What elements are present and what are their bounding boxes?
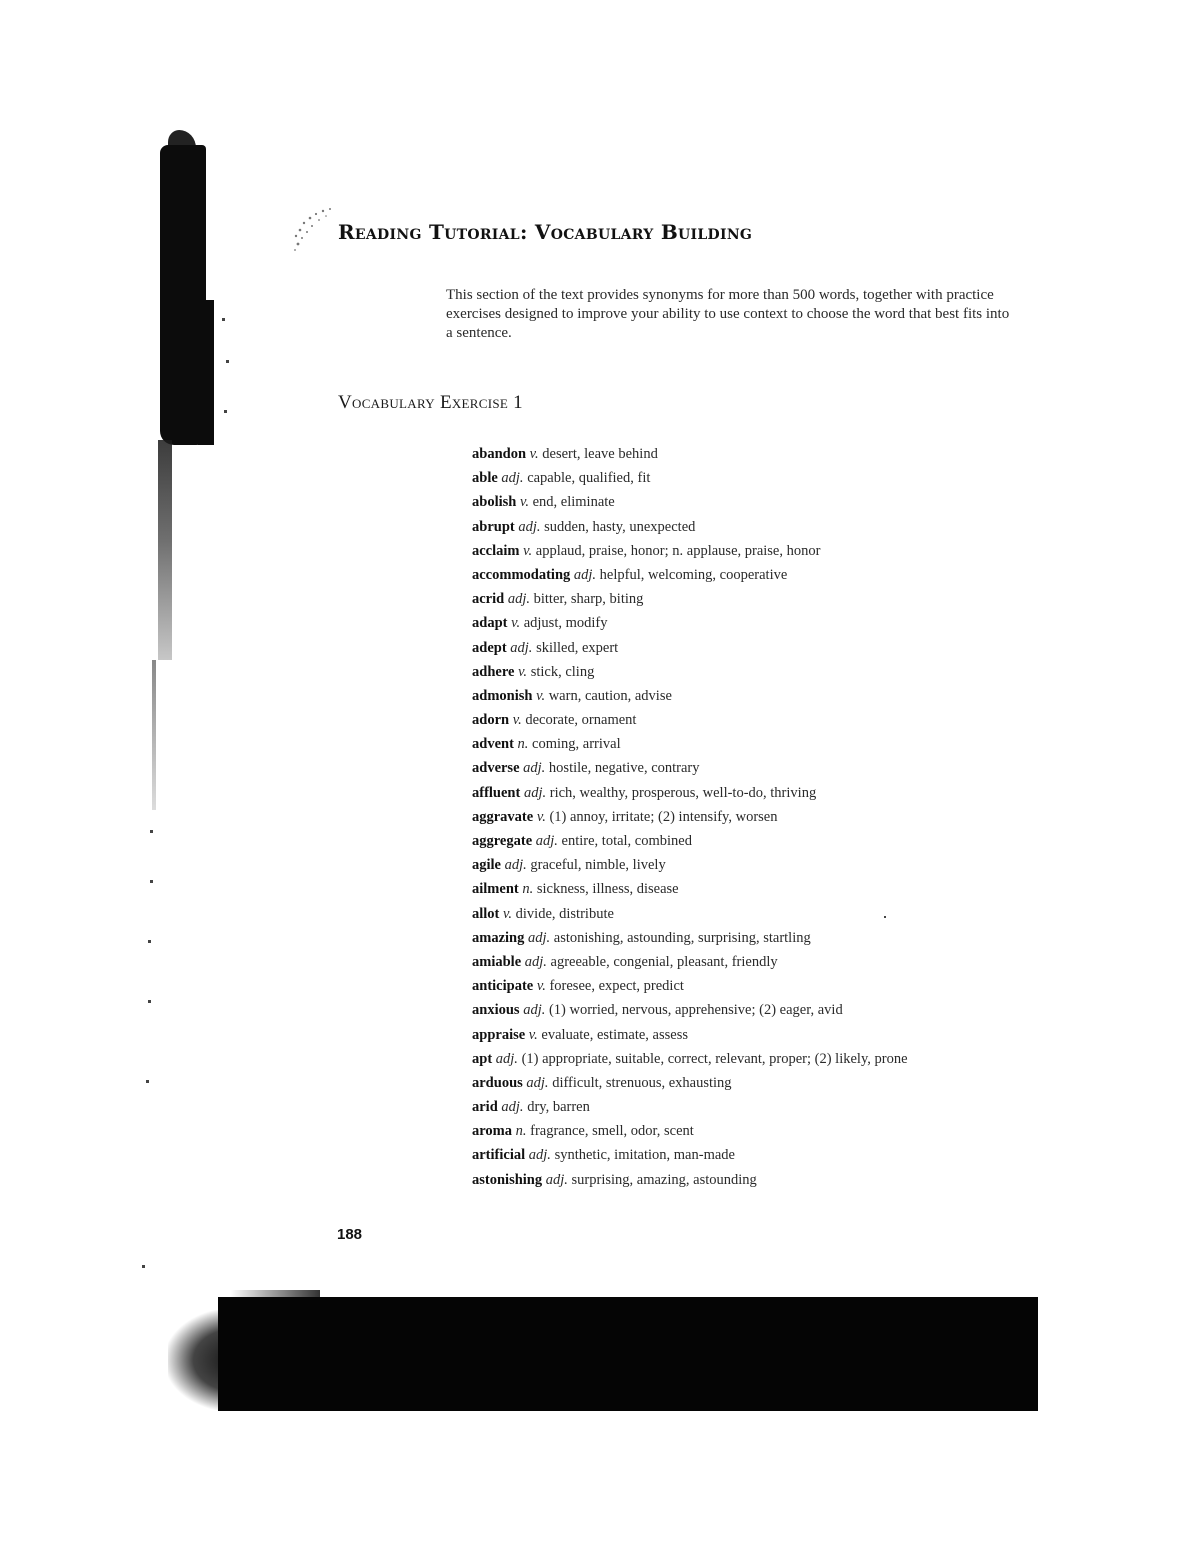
vocab-word: accommodating	[472, 566, 571, 583]
vocab-word: appraise	[472, 1026, 526, 1043]
vocab-part-of-speech: adj.	[528, 1147, 551, 1164]
vocab-entry	[472, 1119, 1032, 1143]
vocab-word: adapt	[472, 615, 508, 632]
vocab-word: astonishing	[472, 1171, 543, 1188]
vocab-definition: (1) annoy, irritate; (2) intensify, worsen	[549, 808, 778, 825]
vocab-part-of-speech: adj.	[527, 929, 551, 946]
vocab-definition: (1) worried, nervous, apprehensive; (2) eager, avid	[548, 1002, 843, 1019]
vocab-part-of-speech: n.	[517, 736, 529, 753]
vocab-part-of-speech: adj.	[501, 470, 524, 487]
scan-shadow-bottom	[218, 1297, 1038, 1411]
vocab-part-of-speech: v.	[519, 494, 529, 511]
vocab-definition: astonishing, astounding, surprising, startling	[553, 929, 811, 946]
vocab-word: able	[472, 470, 498, 487]
vocab-part-of-speech: v.	[536, 978, 546, 995]
vocab-definition: evaluate, estimate, assess	[541, 1026, 688, 1043]
vocab-word: admonish	[472, 687, 533, 704]
vocab-entry	[472, 1168, 1032, 1192]
scan-speck	[224, 410, 227, 413]
vocab-definition: helpful, welcoming, cooperative	[599, 566, 788, 583]
vocab-entry	[472, 563, 1032, 587]
vocab-entry	[472, 587, 1032, 611]
vocab-definition: agreeable, congenial, pleasant, friendly	[550, 953, 778, 970]
vocab-entry	[472, 1047, 1032, 1071]
vocab-part-of-speech: n.	[515, 1123, 527, 1140]
vocab-part-of-speech: adj.	[526, 1074, 549, 1091]
vocab-part-of-speech: adj.	[518, 518, 541, 535]
vocab-word: agile	[472, 857, 501, 874]
vocab-entry	[472, 684, 1032, 708]
scan-speck	[150, 830, 153, 833]
vocab-definition: difficult, strenuous, exhausting	[552, 1074, 732, 1091]
vocab-entry	[472, 829, 1032, 853]
vocab-definition: sudden, hasty, unexpected	[544, 518, 696, 535]
vocab-entry	[472, 998, 1032, 1022]
vocab-part-of-speech: adj.	[501, 1099, 524, 1116]
vocab-word: amazing	[472, 929, 525, 946]
scan-streak-left-faint	[152, 660, 156, 810]
vocab-definition: decorate, ornament	[525, 712, 637, 729]
vocab-definition: dry, barren	[527, 1099, 590, 1116]
vocab-entry	[472, 490, 1032, 514]
vocab-word: apt	[472, 1050, 493, 1067]
vocab-definition: entire, total, combined	[561, 833, 692, 849]
vocab-word: adhere	[472, 663, 515, 680]
vocab-definition: foresee, expect, predict	[549, 978, 684, 995]
vocab-entry	[472, 515, 1032, 539]
vocab-word: affluent	[472, 784, 521, 801]
scan-speck	[226, 360, 229, 363]
vocab-word: ailment	[472, 881, 519, 898]
vocab-part-of-speech: v.	[529, 446, 539, 462]
vocab-part-of-speech: adj.	[545, 1171, 568, 1188]
vocab-entry	[472, 1143, 1032, 1167]
vocab-word: acclaim	[472, 542, 520, 559]
vocab-entry	[472, 756, 1032, 780]
vocab-definition: capable, qualified, fit	[527, 470, 651, 487]
vocab-word: artificial	[472, 1147, 526, 1164]
vocabulary-list	[472, 442, 1032, 1192]
vocab-part-of-speech: v.	[536, 808, 546, 825]
vocab-part-of-speech: v.	[536, 687, 546, 704]
vocab-part-of-speech: adj.	[523, 784, 547, 801]
vocab-definition: fragrance, smell, odor, scent	[530, 1123, 694, 1140]
scan-shadow-left-edge	[198, 300, 214, 445]
scan-speck	[148, 940, 151, 943]
vocab-entry	[472, 611, 1032, 635]
scan-speck	[222, 318, 225, 321]
vocab-entry	[472, 974, 1032, 998]
vocab-word: aggravate	[472, 808, 534, 825]
vocab-word: amiable	[472, 953, 522, 970]
vocab-word: advent	[472, 736, 514, 753]
vocab-entry	[472, 877, 1032, 901]
vocab-definition: stick, cling	[530, 663, 595, 680]
scan-speck	[150, 880, 153, 883]
vocab-word: arduous	[472, 1074, 523, 1091]
vocab-definition: desert, leave behind	[542, 446, 658, 462]
vocab-word: abolish	[472, 494, 517, 511]
vocab-part-of-speech: v.	[518, 663, 528, 680]
vocab-word: adorn	[472, 712, 510, 729]
scan-streak-left	[158, 440, 172, 660]
vocab-word: acrid	[472, 591, 505, 608]
vocab-part-of-speech: v.	[512, 712, 522, 729]
vocab-entry	[472, 636, 1032, 660]
page-title: Reading Tutorial: Vocabulary Building	[338, 220, 753, 244]
vocab-entry	[472, 1095, 1032, 1119]
vocab-definition: adjust, modify	[523, 615, 608, 632]
vocab-entry	[472, 902, 1032, 926]
vocab-entry	[472, 1071, 1032, 1095]
vocab-entry	[472, 708, 1032, 732]
vocab-part-of-speech: adj.	[504, 857, 527, 874]
vocab-entry	[472, 466, 1032, 490]
scan-speck	[148, 1000, 151, 1003]
vocab-definition: divide, distribute	[515, 905, 614, 922]
vocab-definition: warn, caution, advise	[548, 687, 672, 704]
vocab-entry	[472, 442, 1032, 466]
vocab-part-of-speech: v.	[503, 905, 513, 922]
vocab-entry	[472, 950, 1032, 974]
vocab-definition: surprising, amazing, astounding	[571, 1171, 757, 1188]
vocab-entry	[472, 926, 1032, 950]
section-ornament-icon	[292, 206, 336, 252]
vocab-entry	[472, 732, 1032, 756]
vocab-definition: rich, wealthy, prosperous, well-to-do, thriving	[549, 784, 817, 801]
vocab-definition: bitter, sharp, biting	[533, 591, 644, 608]
vocab-word: adept	[472, 639, 507, 656]
vocab-part-of-speech: n.	[522, 881, 534, 898]
vocab-definition: graceful, nimble, lively	[530, 857, 666, 874]
vocab-entry	[472, 853, 1032, 877]
exercise-heading: Vocabulary Exercise 1	[338, 392, 523, 413]
vocab-part-of-speech: adj.	[523, 1002, 546, 1019]
vocab-part-of-speech: adj.	[573, 566, 597, 583]
vocab-entry	[472, 539, 1032, 563]
vocab-word: anxious	[472, 1002, 520, 1019]
vocab-entry	[472, 781, 1032, 805]
vocab-definition: coming, arrival	[532, 736, 621, 753]
vocab-word: abrupt	[472, 518, 515, 535]
vocab-definition: sickness, illness, disease	[536, 881, 679, 898]
vocab-word: adverse	[472, 760, 520, 777]
vocab-part-of-speech: adj.	[524, 953, 547, 970]
vocab-definition: skilled, expert	[536, 639, 619, 656]
page-number: 188	[337, 1226, 363, 1243]
vocab-definition: synthetic, imitation, man-made	[554, 1147, 735, 1164]
vocab-part-of-speech: adj.	[507, 591, 530, 608]
scan-speck	[146, 1080, 149, 1083]
scan-speck	[142, 1265, 145, 1268]
vocab-definition: hostile, negative, contrary	[548, 760, 700, 777]
vocab-part-of-speech: v.	[523, 542, 533, 559]
vocab-part-of-speech: v.	[528, 1026, 538, 1043]
vocab-part-of-speech: adj.	[535, 833, 558, 849]
vocab-word: abandon	[472, 446, 527, 462]
vocab-word: arid	[472, 1099, 498, 1116]
vocab-definition: end, eliminate	[532, 494, 615, 511]
vocab-word: aggregate	[472, 833, 533, 849]
vocab-word: anticipate	[472, 978, 534, 995]
vocab-part-of-speech: adj.	[495, 1050, 518, 1067]
vocab-word: allot	[472, 905, 500, 922]
vocab-word: aroma	[472, 1123, 513, 1140]
vocab-definition: (1) appropriate, suitable, correct, relevant, proper; (2) likely, prone	[521, 1050, 908, 1067]
vocab-entry	[472, 805, 1032, 829]
vocab-entry	[472, 1023, 1032, 1047]
vocab-entry	[472, 660, 1032, 684]
vocab-part-of-speech: adj.	[523, 760, 546, 777]
intro-paragraph: This section of the text provides synonyms for more than 500 words, together with practice exercises designed to improve your ability to use context to choose the word that best fits into a sentence.	[446, 287, 1010, 341]
vocab-part-of-speech: v.	[511, 615, 521, 632]
vocab-part-of-speech: adj.	[510, 639, 533, 656]
vocab-definition: applaud, praise, honor; n. applause, praise, honor	[535, 542, 821, 559]
